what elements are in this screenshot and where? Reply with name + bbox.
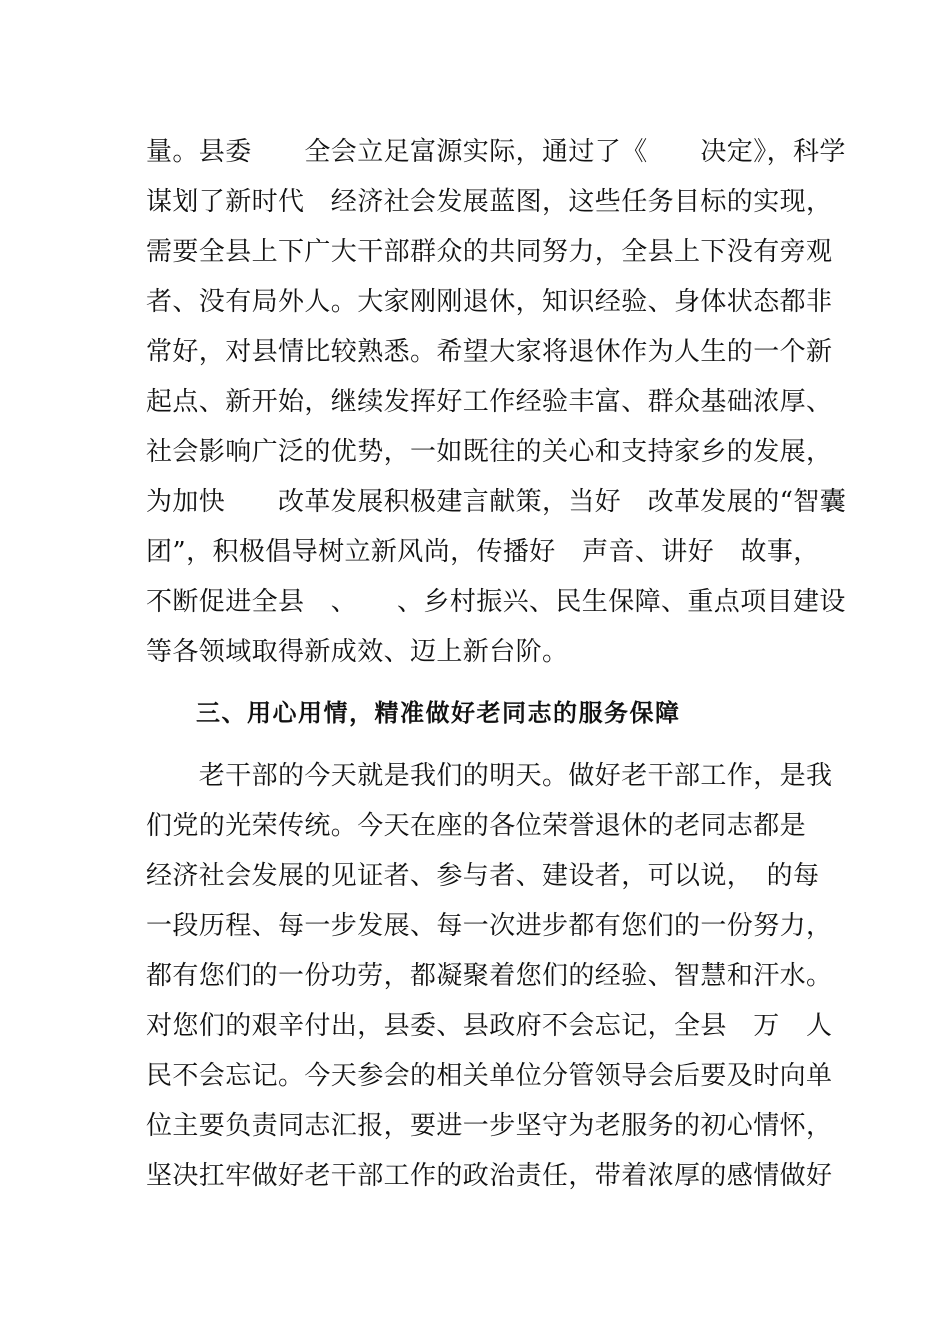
paragraph-2-line-4: 一段历程、每一步发展、每一次进步都有您们的一份努力， (146, 911, 833, 941)
section-heading: 三、用心用情，精准做好老同志的服务保障 (196, 699, 681, 727)
paragraph-1-line-8: 为加快 改革发展积极建言献策，当好 改革发展的“智囊 (146, 487, 847, 517)
paragraph-1-line-3: 需要全县上下广大干部群众的共同努力，全县上下没有旁观 (146, 237, 833, 267)
paragraph-2-line-5: 都有您们的一份功劳，都凝聚着您们的经验、智慧和汗水。 (146, 961, 833, 991)
paragraph-2-line-8: 位主要负责同志汇报，要进一步坚守为老服务的初心情怀， (146, 1111, 833, 1141)
paragraph-2-line-7: 民不会忘记。今天参会的相关单位分管领导会后要及时向单 (146, 1061, 833, 1091)
paragraph-1-line-2: 谋划了新时代 经济社会发展蓝图，这些任务目标的实现， (146, 187, 833, 217)
paragraph-2-line-2: 们党的光荣传统。今天在座的各位荣誉退休的老同志都是 (146, 811, 807, 841)
paragraph-1-line-10: 不断促进全县 、 、乡村振兴、民生保障、重点项目建设 (146, 587, 846, 617)
paragraph-1-line-7: 社会影响广泛的优势，一如既往的关心和支持家乡的发展， (146, 437, 833, 467)
paragraph-1-line-9: 团”，积极倡导树立新风尚，传播好 声音、讲好 故事， (146, 537, 820, 567)
paragraph-1-line-5: 常好，对县情比较熟悉。希望大家将退休作为人生的一个新 (146, 337, 833, 367)
paragraph-2-line-3: 经济社会发展的见证者、参与者、建设者，可以说， 的每 (146, 861, 820, 891)
paragraph-2-line-6: 对您们的艰辛付出，县委、县政府不会忘记，全县 万 人 (146, 1011, 833, 1041)
paragraph-1-line-4: 者、没有局外人。大家刚刚退休，知识经验、身体状态都非 (146, 287, 833, 317)
paragraph-1-line-1: 量。县委 全会立足富源实际，通过了《 决定》，科学 (146, 137, 846, 167)
paragraph-2-line-1: 老干部的今天就是我们的明天。做好老干部工作，是我 (146, 761, 833, 791)
paragraph-1-line-11: 等各领域取得新成效、迈上新台阶。 (146, 637, 569, 667)
paragraph-1-line-6: 起点、新开始，继续发挥好工作经验丰富、群众基础浓厚、 (146, 387, 833, 417)
paragraph-2-line-9: 坚决扛牢做好老干部工作的政治责任，带着浓厚的感情做好 (146, 1161, 833, 1191)
